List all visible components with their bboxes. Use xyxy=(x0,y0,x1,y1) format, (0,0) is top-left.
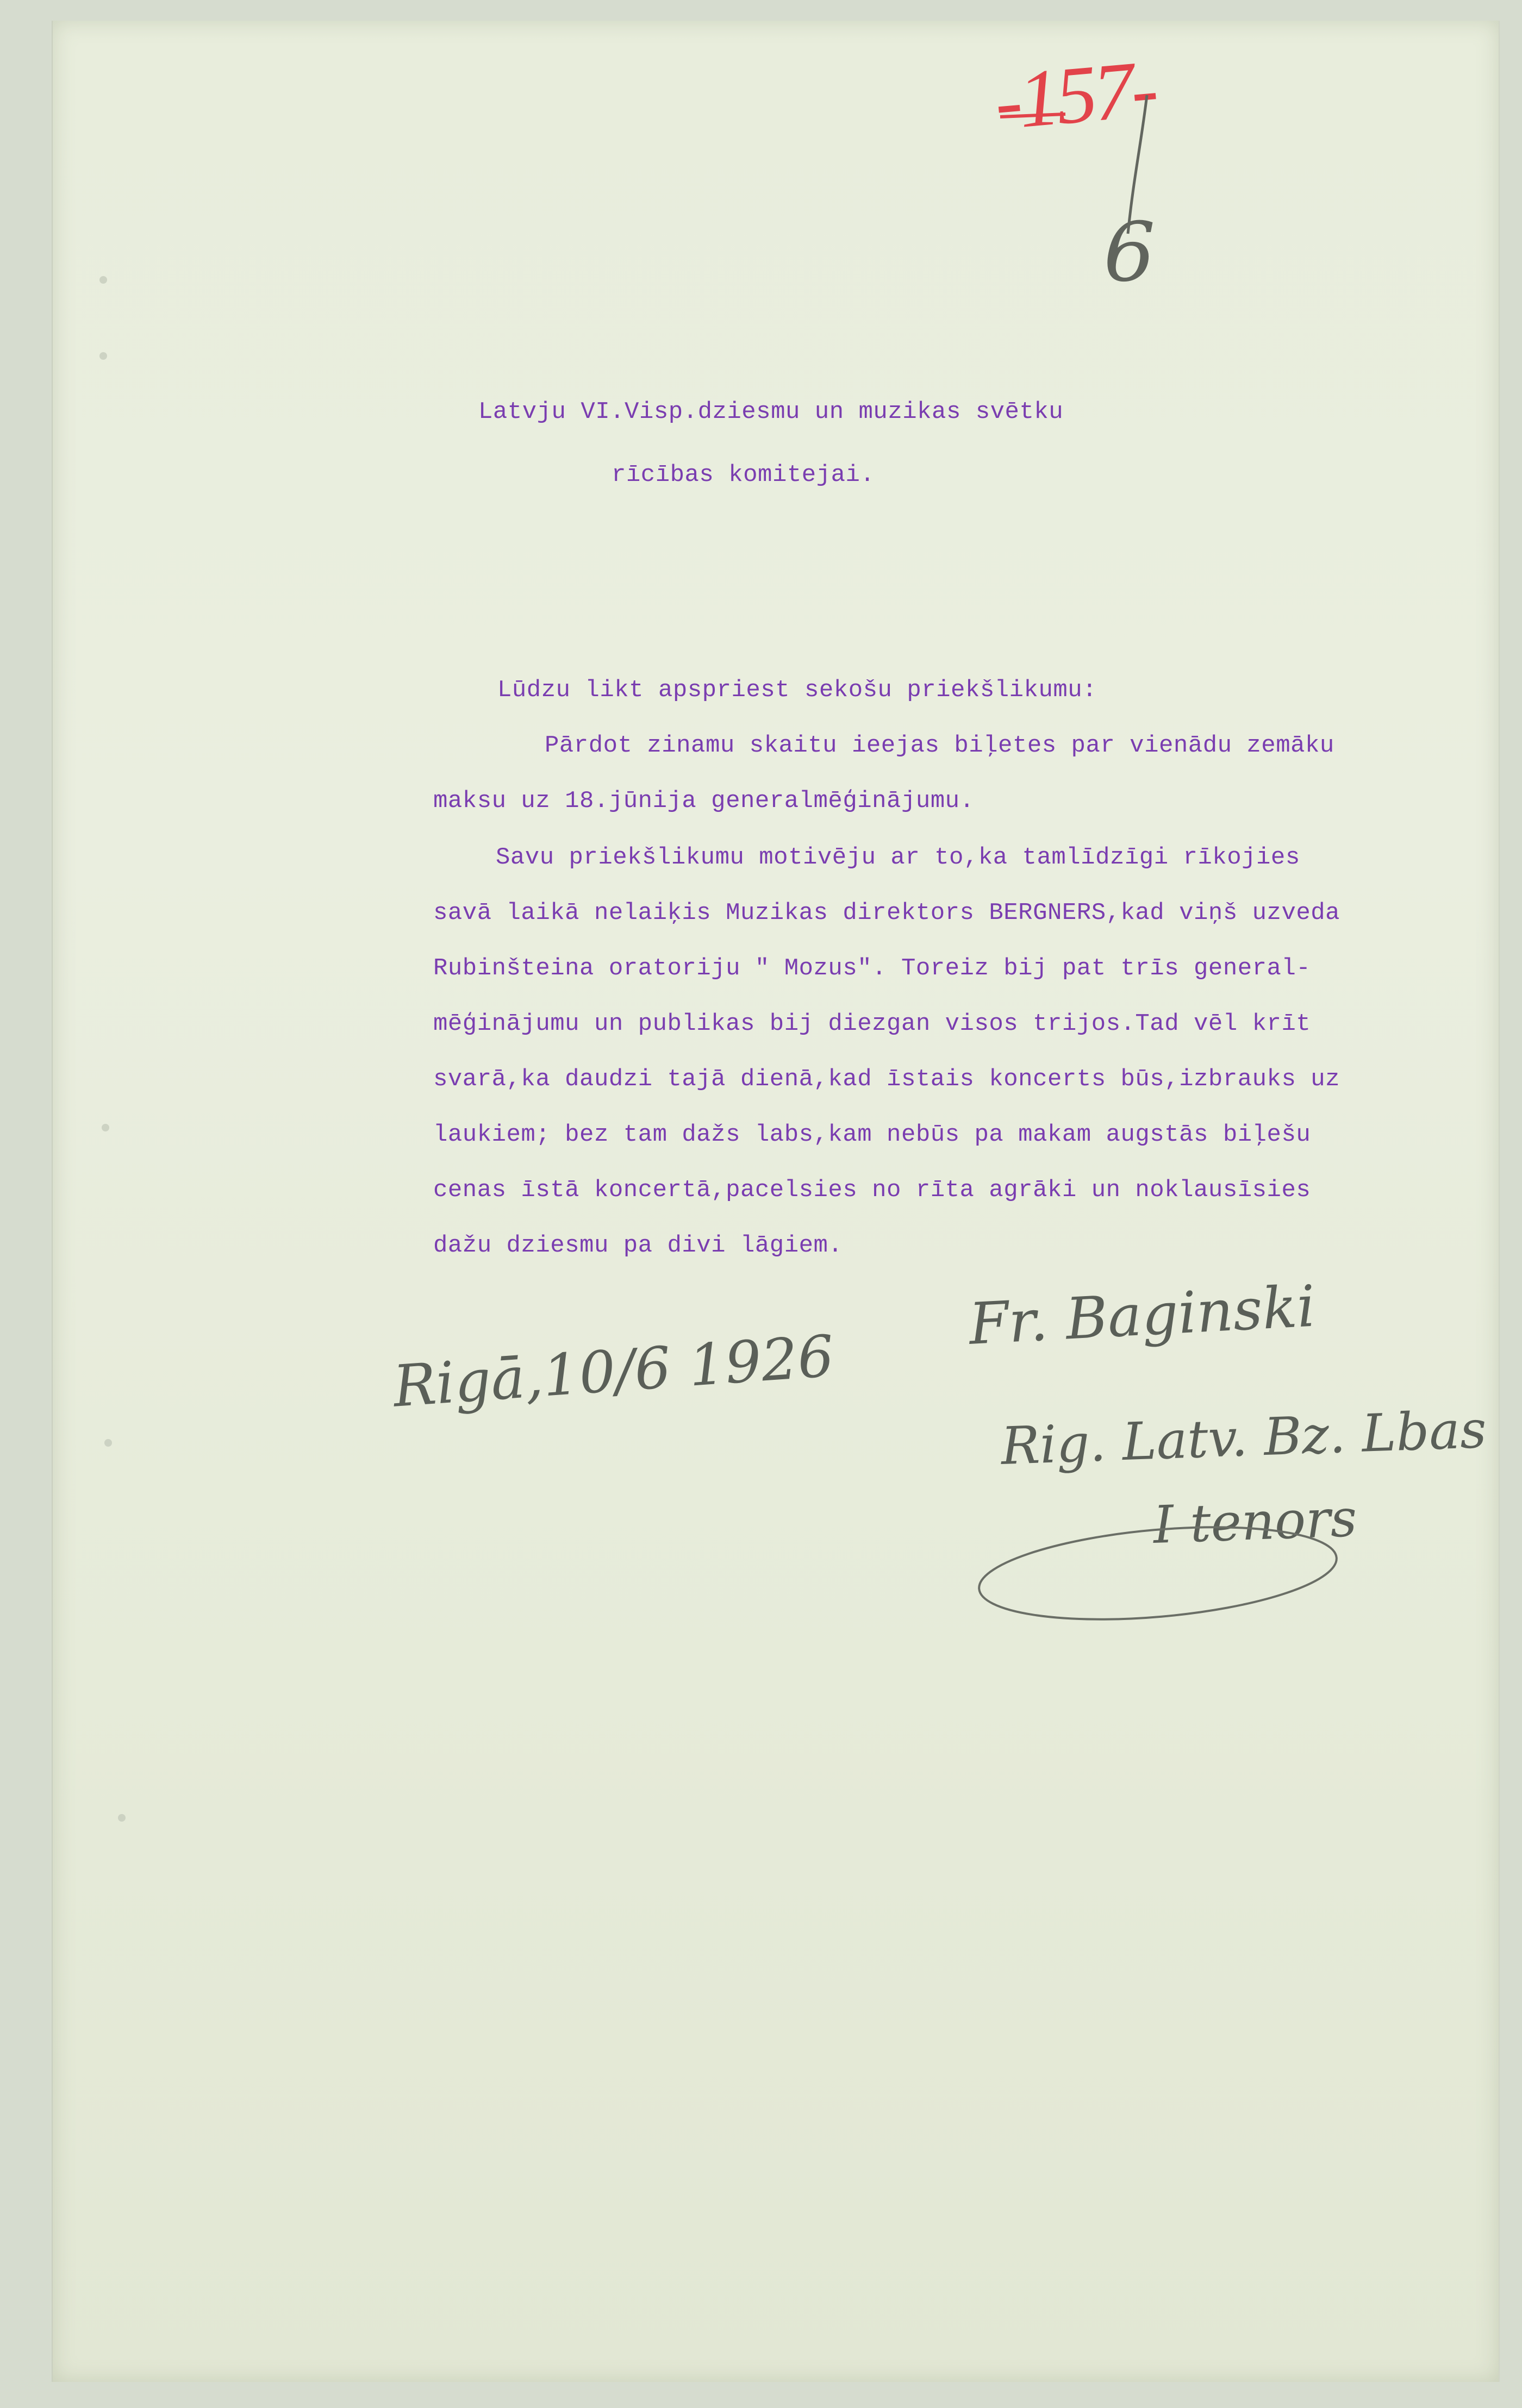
body-line-1: Lūdzu likt apspriest sekošu priekšlikumu: xyxy=(497,677,1097,704)
addressee-line-1: Latvju VI.Visp.dziesmu un muzikas svētku xyxy=(478,398,1064,426)
body-line-10: cenas īstā koncertā,pacelsies no rīta agrāki un noklausīsies xyxy=(433,1177,1311,1204)
body-line-3: maksu uz 18.jūnija generalmēģinājumu. xyxy=(433,787,975,815)
archive-pencil-stroke xyxy=(1128,95,1147,234)
body-line-9: laukiem; bez tam dažs labs,kam nebūs pa makam augstās biļešu xyxy=(433,1121,1311,1148)
body-line-11: dažu dziesmu pa divi lāgiem. xyxy=(433,1232,843,1259)
body-line-5: savā laikā nelaiķis Muzikas direktors BERGNERS,kad viņš uzveda xyxy=(433,899,1340,927)
body-line-6: Rubinšteina oratoriju " Mozus". Toreiz bij pat trīs general- xyxy=(433,955,1311,982)
archive-subnumber: 6 xyxy=(1103,205,1156,300)
body-line-4: Savu priekšlikumu motivēju ar to,ka tamlīdzīgi rīkojies xyxy=(496,844,1300,871)
date-line: Rigā,10/6 1926 xyxy=(391,1323,837,1420)
archive-red-stroke xyxy=(1000,114,1065,117)
body-line-8: svarā,ka daudzi tajā dienā,kad īstais koncerts būs,izbrauks uz xyxy=(433,1066,1340,1093)
addressee-line-2: rīcības komitejai. xyxy=(612,461,875,489)
archive-number: -157- xyxy=(991,43,1159,147)
body-line-7: mēģinājumu un publikas bij diezgan visos trijos.Tad vēl krīt xyxy=(433,1010,1311,1037)
signature-line-3: I tenors xyxy=(1152,1488,1358,1555)
body-line-2: Pārdot zinamu skaitu ieejas biļetes par vienādu zemāku xyxy=(545,732,1334,759)
signature-line-2: Rig. Latv. Bz. Lbas xyxy=(1000,1399,1488,1477)
signature-name: Fr. Baginski xyxy=(967,1273,1317,1358)
signature-flourish xyxy=(975,1515,1340,1633)
